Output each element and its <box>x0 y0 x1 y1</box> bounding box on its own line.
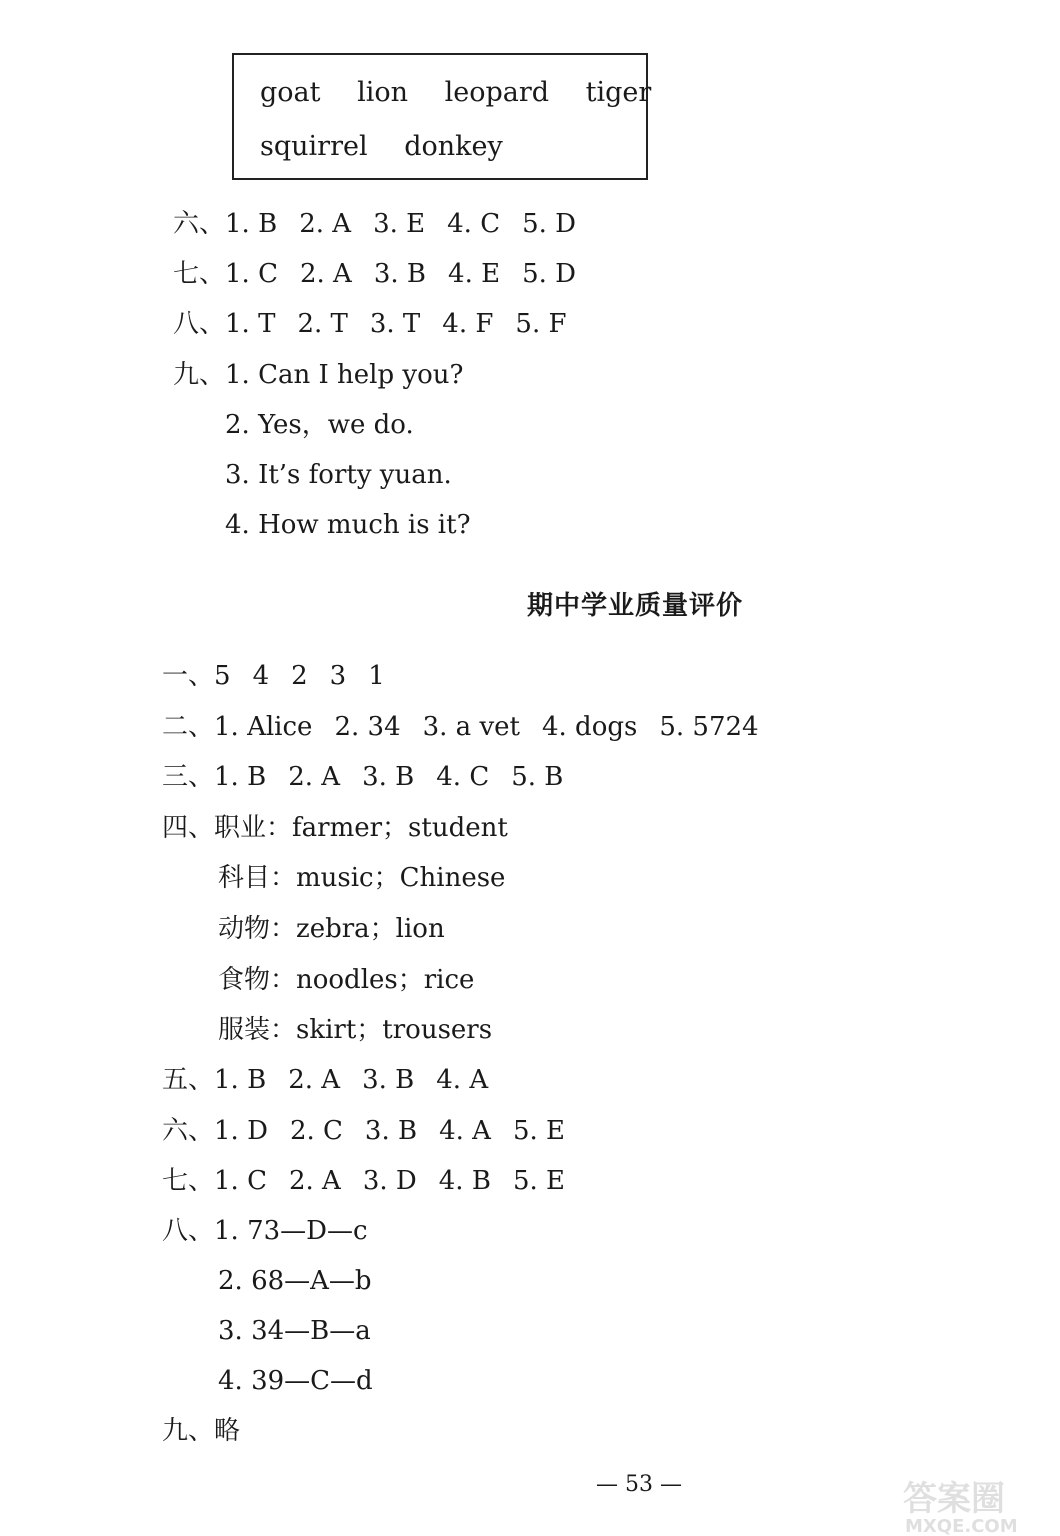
answer-line-jiu-2 <box>225 408 414 442</box>
answer-item: 4. B <box>438 1166 491 1196</box>
answer-line-si-1 <box>162 811 508 845</box>
answer-item: 1. T <box>225 309 276 339</box>
answer-item: 4. E <box>448 259 501 289</box>
word: squirrel <box>260 131 368 162</box>
answer-line-si-4 <box>218 963 474 997</box>
answer-item: 科目：music；Chinese <box>218 863 506 893</box>
word-bank-row-2 <box>260 131 531 162</box>
answer-line-ba <box>173 307 589 341</box>
answer-item: 3. It’s forty yuan. <box>225 460 452 490</box>
page-number: — 53 — <box>596 1472 682 1497</box>
word: donkey <box>404 131 503 162</box>
answer-line-yi <box>162 659 407 693</box>
section-label: 五、 <box>162 1065 215 1095</box>
section-label: 九、 <box>162 1416 215 1446</box>
section-label: 九、 <box>173 360 226 390</box>
section-label: 二、 <box>162 712 215 742</box>
answer-line-wu <box>162 1063 510 1097</box>
answer-item: 1. B <box>214 1065 267 1095</box>
answer-item: 食物：noodles；rice <box>218 965 475 995</box>
answer-line-san <box>162 760 585 794</box>
watermark-text: 答案圈 <box>903 1479 1005 1519</box>
section-label: 八、 <box>173 309 226 339</box>
answer-item: 2. A <box>299 259 352 289</box>
answer-line-liu <box>173 207 598 241</box>
answer-line-ba-2-1 <box>162 1214 368 1248</box>
answer-line-jiu-1 <box>173 358 463 392</box>
answer-item: 动物：zebra；lion <box>218 914 445 944</box>
answer-line-qi-2 <box>162 1164 587 1198</box>
answer-item: 1. 73—D—c <box>214 1216 368 1246</box>
answer-line-er <box>162 710 781 744</box>
answer-line-liu-2 <box>162 1114 587 1148</box>
answer-item: 2. 68—A—b <box>218 1266 372 1296</box>
answer-item: 2. A <box>288 762 341 792</box>
answer-item: 3. D <box>362 1166 417 1196</box>
answer-item: 3. B <box>364 1116 418 1146</box>
section-label: 六、 <box>162 1116 215 1146</box>
answer-item: 5. 5724 <box>659 712 759 742</box>
section-title: 期中学业质量评价 <box>527 591 744 621</box>
answer-item: 4. F <box>442 309 494 339</box>
section-label: 四、 <box>162 813 215 843</box>
answer-item: 5. B <box>511 762 564 792</box>
answer-item: 3. B <box>362 762 415 792</box>
section-label: 八、 <box>162 1216 215 1246</box>
answer-item: 2. C <box>289 1116 343 1146</box>
answer-item: 4. How much is it? <box>225 510 471 540</box>
answer-item: 4. C <box>436 762 490 792</box>
answer-item: 1. B <box>214 762 267 792</box>
answer-item: 3. 34—B—a <box>218 1316 371 1346</box>
watermark-sub: MXQE.COM <box>905 1516 1018 1536</box>
answer-item: 4. dogs <box>541 712 638 742</box>
answer-item: 3. B <box>362 1065 415 1095</box>
answer-item: 1. Alice <box>214 712 313 742</box>
answer-line-qi <box>173 257 598 291</box>
answer-line-ba-2-2 <box>218 1264 372 1298</box>
section-label: 七、 <box>162 1166 215 1196</box>
answer-item: 3. a vet <box>422 712 520 742</box>
word-bank-box <box>232 53 652 180</box>
answer-item: 略 <box>214 1416 241 1446</box>
answer-item: 4. A <box>436 1065 489 1095</box>
answer-line-si-2 <box>218 861 505 895</box>
answer-item: 1 <box>368 661 385 691</box>
answer-item: 3. T <box>369 309 421 339</box>
answer-item: 3. B <box>373 259 427 289</box>
answer-item: 5. E <box>512 1166 566 1196</box>
answer-item: 2. T <box>297 309 348 339</box>
answer-item: 4. A <box>439 1116 491 1146</box>
section-label: 三、 <box>162 762 215 792</box>
answer-item: 3. E <box>373 209 426 239</box>
answer-item: 1. C <box>214 1166 267 1196</box>
answer-item: 1. C <box>225 259 278 289</box>
word: leopard <box>444 77 550 108</box>
answer-item: 3 <box>329 661 347 691</box>
answer-item: 5. D <box>522 209 577 239</box>
answer-line-ba-2-4 <box>218 1364 373 1398</box>
answer-item: 2 <box>291 661 308 691</box>
answer-item: 2. A <box>288 1065 341 1095</box>
answer-line-jiu-3 <box>225 458 452 492</box>
answer-item: 1. Can I help you? <box>225 360 464 390</box>
answer-item: 5. F <box>515 309 567 339</box>
answer-line-si-3 <box>218 912 445 946</box>
answer-item: 服装：skirt；trousers <box>218 1015 493 1045</box>
answer-item: 2. Yes，we do. <box>225 410 414 440</box>
watermark-logo <box>895 1470 1055 1536</box>
section-label: 一、 <box>162 661 215 691</box>
answer-item: 4. C <box>447 209 501 239</box>
answer-line-ba-2-3 <box>218 1314 371 1348</box>
answer-item: 5. E <box>512 1116 566 1146</box>
answer-line-jiu-4 <box>225 508 471 542</box>
answer-item: 2. A <box>288 1166 341 1196</box>
answer-item: 职业：farmer；student <box>214 813 508 843</box>
answer-item: 5 <box>214 661 231 691</box>
section-label: 七、 <box>173 259 226 289</box>
answer-line-jiu-2 <box>162 1414 240 1448</box>
answer-line-si-5 <box>218 1013 492 1047</box>
word: tiger <box>585 77 652 108</box>
word: lion <box>357 77 409 108</box>
answer-item: 2. A <box>299 209 352 239</box>
answer-item: 2. 34 <box>334 712 401 742</box>
answer-item: 1. D <box>214 1116 268 1146</box>
answer-item: 4. 39—C—d <box>218 1366 373 1396</box>
answer-item: 5. D <box>522 259 577 289</box>
answer-item: 1. B <box>225 209 278 239</box>
word-bank-row-1 <box>260 77 679 108</box>
word: goat <box>260 77 321 108</box>
answer-item: 4 <box>252 661 270 691</box>
section-label: 六、 <box>173 209 226 239</box>
